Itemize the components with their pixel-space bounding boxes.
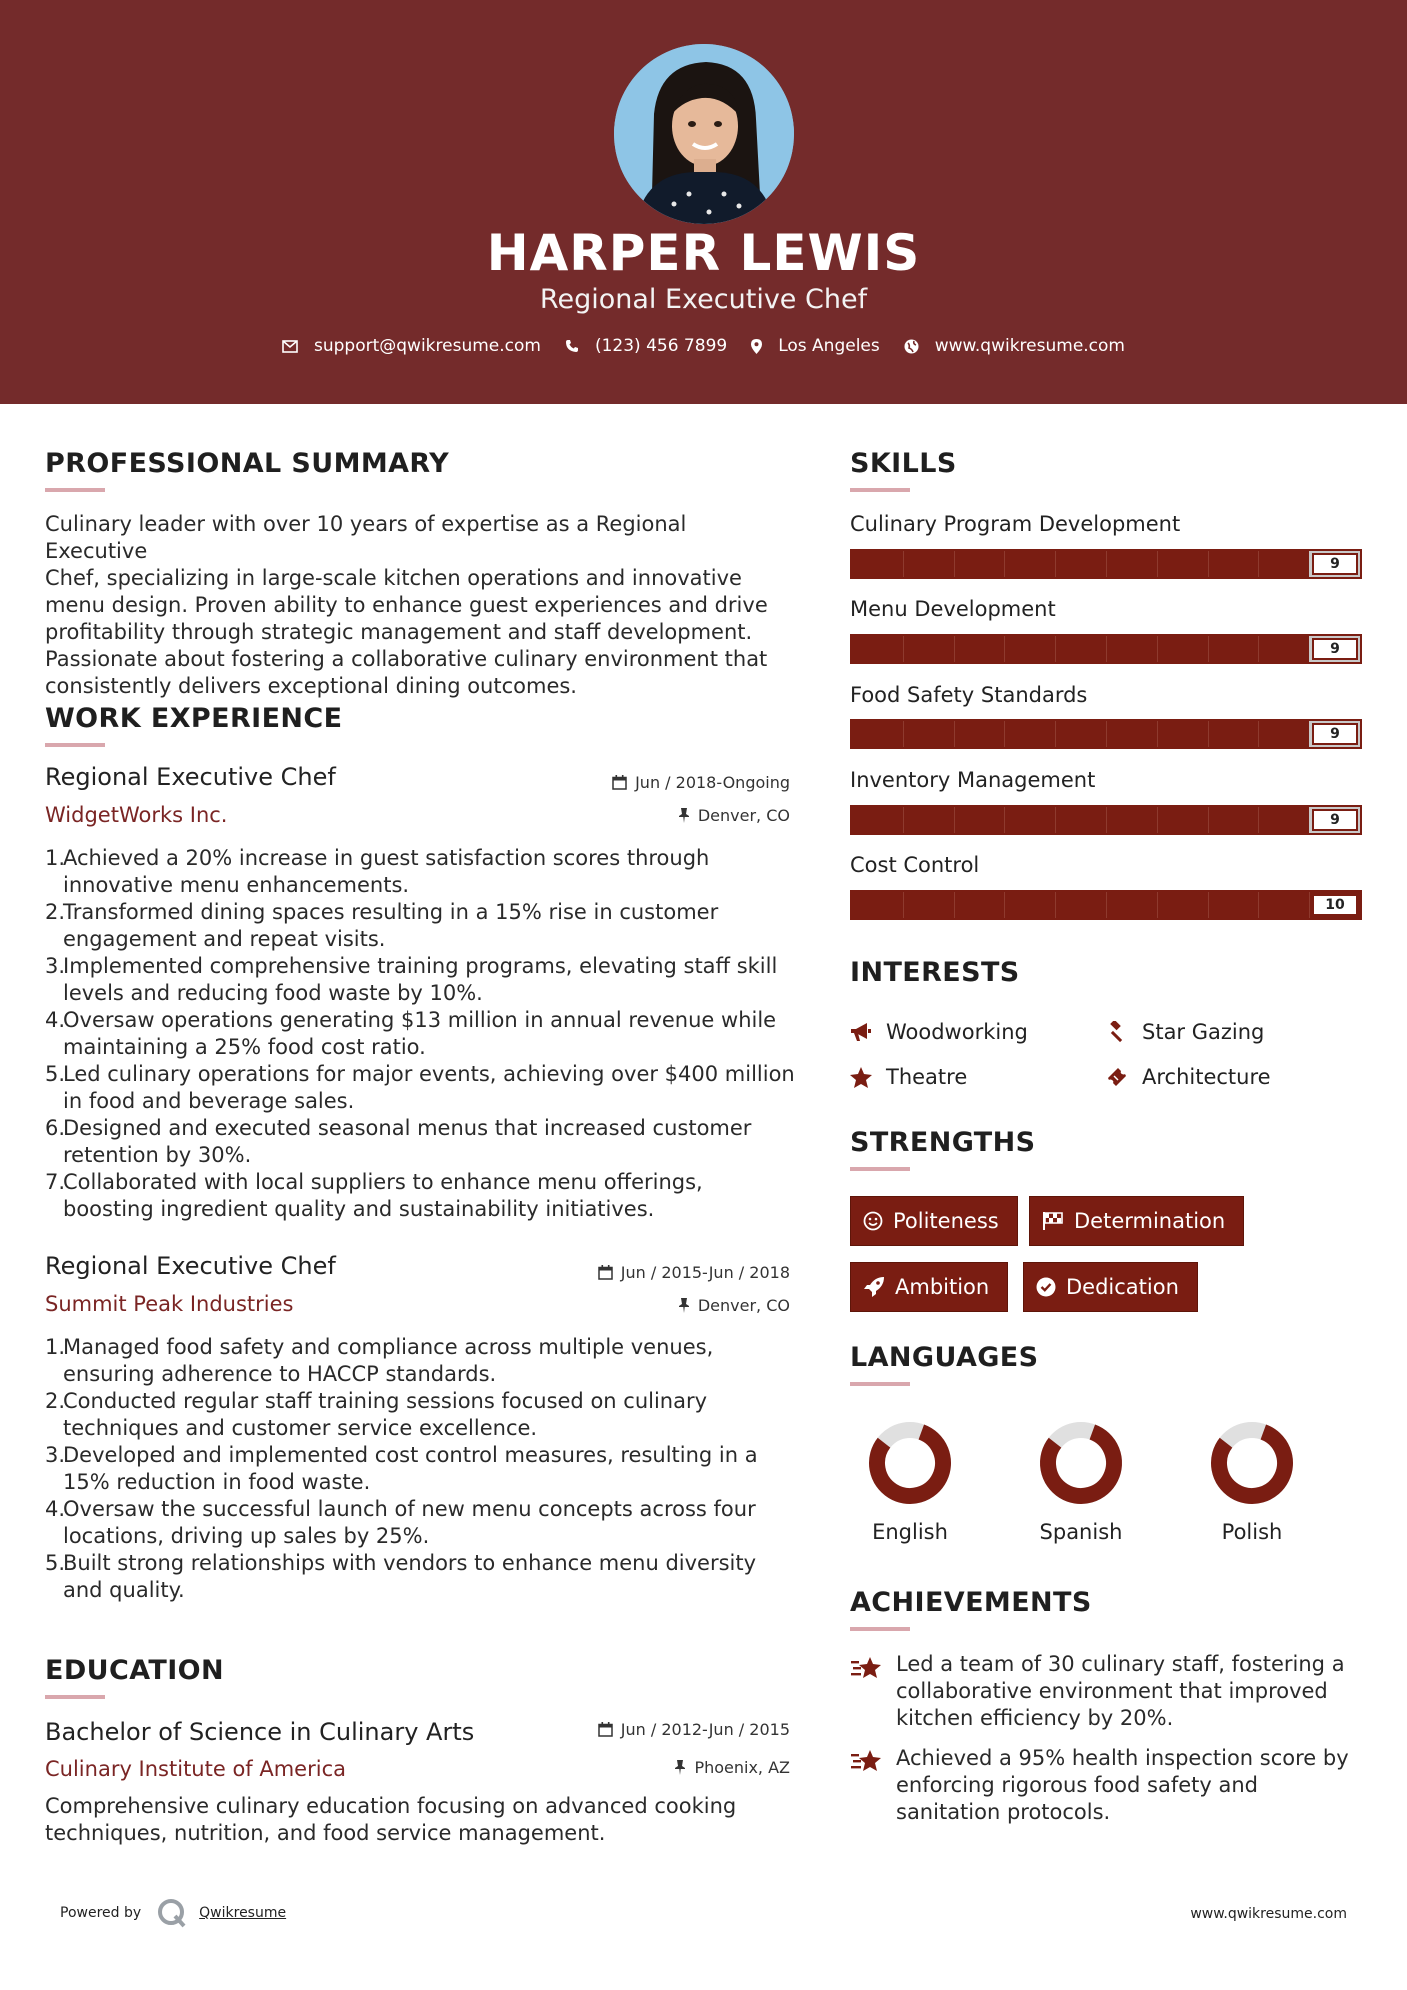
experience-heading: WORK EXPERIENCE	[45, 703, 343, 734]
skill-segment-divider	[1309, 892, 1310, 918]
strength-tag	[1029, 1196, 1244, 1246]
job-title: Regional Executive Chef	[45, 1252, 336, 1280]
list-item-line: levels and reducing food waste by 10%.	[63, 981, 483, 1005]
list-item-line: Built strong relationships with vendors to enhance menu diversity	[63, 1551, 757, 1575]
list-item-line: Managed food safety and compliance across multiple venues,	[63, 1335, 714, 1359]
job-dates	[500, 773, 790, 792]
job-location	[500, 806, 790, 825]
skill-segment-divider	[1106, 892, 1107, 918]
skill-segment-divider	[1157, 721, 1158, 747]
contact-website-text: www.qwikresume.com	[934, 336, 1125, 356]
summary-line: Culinary leader with over 10 years of expertise as a Regional Executive	[45, 512, 687, 563]
list-item-line: Achieved a 20% increase in guest satisfaction scores through	[63, 846, 710, 870]
company-name: Summit Peak Industries	[45, 1292, 294, 1316]
skill-segment-divider	[1106, 721, 1107, 747]
list-item-line: Oversaw the successful launch of new menu concepts across four	[63, 1497, 756, 1521]
list-item-line: locations, driving up sales by 25%.	[63, 1524, 430, 1548]
education-heading-rule	[45, 1695, 105, 1699]
skill-segment-divider	[1258, 636, 1259, 662]
skill-segment-divider	[1055, 636, 1056, 662]
job-location-text: Denver, CO	[697, 1296, 790, 1315]
gavel-icon	[1106, 1021, 1128, 1043]
contact-email[interactable]	[282, 336, 541, 356]
map-pin-icon	[751, 339, 762, 354]
skill-segment-divider	[1004, 551, 1005, 577]
calendar-icon	[598, 1265, 613, 1280]
achievement-item	[896, 1745, 1356, 1826]
achievement-line: kitchen efficiency by 20%.	[896, 1706, 1174, 1730]
language-donut	[1038, 1420, 1124, 1506]
list-item-line: techniques and customer service excellence.	[63, 1416, 538, 1440]
summary-line: Chef, specializing in large-scale kitchen operations and innovative	[45, 566, 742, 590]
skill-segment-divider	[1004, 892, 1005, 918]
contact-bar	[0, 336, 1407, 356]
skill-bar	[850, 634, 1362, 664]
strengths-heading: STRENGTHS	[850, 1127, 1036, 1158]
achievement-line: Achieved a 95% health inspection score by	[896, 1746, 1349, 1770]
globe-icon	[904, 339, 919, 354]
interest-item	[1106, 1020, 1264, 1044]
list-item-line: Conducted regular staff training sessions focused on culinary	[63, 1389, 708, 1413]
skill-segment-divider	[1208, 721, 1209, 747]
school-name: Culinary Institute of America	[45, 1757, 346, 1781]
footer-website[interactable]: www.qwikresume.com	[1190, 1906, 1347, 1922]
list-item: 3. Implemented comprehensive training programs, elevating staff skill levels and reducing food waste by 10%.	[45, 953, 795, 1007]
list-item-line: Developed and implemented cost control measures, resulting in a	[63, 1443, 758, 1467]
strength-label: Politeness	[893, 1209, 999, 1233]
skill-name: Cost Control	[850, 853, 980, 877]
skill-fill	[852, 892, 1360, 918]
list-item: 2. Transformed dining spaces resulting in a 15% rise in customer engagement and repeat visits.	[45, 899, 795, 953]
list-item: 4. Oversaw operations generating $13 million in annual revenue while maintaining a 25% food cost ratio.	[45, 1007, 795, 1061]
contact-email-text: support@qwikresume.com	[314, 336, 541, 356]
skill-segment-divider	[954, 551, 955, 577]
skill-segment-divider	[1157, 892, 1158, 918]
list-item-line: boosting ingredient quality and sustainability initiatives.	[63, 1197, 655, 1221]
skill-name: Menu Development	[850, 597, 1056, 621]
job-location	[500, 1296, 790, 1315]
skill-segment-divider	[1106, 551, 1107, 577]
interest-label: Star Gazing	[1142, 1020, 1265, 1044]
strengths-heading-rule	[850, 1167, 910, 1171]
skill-segment-divider	[1055, 892, 1056, 918]
skill-bar	[850, 719, 1362, 749]
education-location	[500, 1758, 790, 1777]
job-bullet-list	[45, 1334, 795, 1604]
interest-label: Theatre	[886, 1065, 968, 1089]
candidate-title: Regional Executive Chef	[539, 284, 868, 315]
list-item-line: Oversaw operations generating $13 million in annual revenue while	[63, 1008, 777, 1032]
skills-heading: SKILLS	[850, 448, 957, 479]
list-item-line: and quality.	[63, 1578, 185, 1602]
skill-segment-divider	[1258, 721, 1259, 747]
list-item: 2. Conducted regular staff training sessions focused on culinary techniques and customer service excellence.	[45, 1388, 795, 1442]
skill-score: 9	[1312, 723, 1358, 745]
skill-name: Culinary Program Development	[850, 512, 1181, 536]
achievement-line: sanitation protocols.	[896, 1800, 1111, 1824]
interest-label: Woodworking	[886, 1020, 1028, 1044]
skill-segment-divider	[1004, 721, 1005, 747]
skill-segment-divider	[1258, 807, 1259, 833]
star-icon	[850, 1067, 872, 1088]
skill-segment-divider	[1208, 892, 1209, 918]
list-item-line: Collaborated with local suppliers to enhance menu offerings,	[63, 1170, 703, 1194]
list-item-line: in food and beverage sales.	[63, 1089, 355, 1113]
skill-segment-divider	[1055, 551, 1056, 577]
strength-label: Determination	[1074, 1209, 1226, 1233]
languages-heading: LANGUAGES	[850, 1342, 1039, 1373]
skill-segment-divider	[1208, 636, 1209, 662]
summary-heading: PROFESSIONAL SUMMARY	[45, 448, 450, 479]
skills-heading-rule	[850, 488, 910, 492]
job-bullet-list	[45, 845, 795, 1223]
pushpin-icon	[678, 1298, 690, 1313]
skill-segment-divider	[1004, 807, 1005, 833]
skill-segment-divider	[954, 636, 955, 662]
summary-line: consistently delivers exceptional dining outcomes.	[45, 674, 577, 698]
skill-bar	[850, 549, 1362, 579]
strength-tag	[850, 1196, 1018, 1246]
interest-label: Architecture	[1142, 1065, 1271, 1089]
skill-segment-divider	[954, 721, 955, 747]
summary-text	[45, 511, 785, 700]
achievement-item	[896, 1651, 1356, 1732]
skill-bar	[850, 890, 1362, 920]
qwikresume-link[interactable]: Qwikresume	[199, 1905, 287, 1921]
resume-header	[0, 0, 1407, 404]
skill-segment-divider	[1157, 551, 1158, 577]
education-line: Comprehensive culinary education focusing on advanced cooking	[45, 1794, 737, 1818]
list-item-line: Transformed dining spaces resulting in a 15% rise in customer	[63, 900, 719, 924]
smile-icon	[863, 1211, 883, 1231]
phone-icon	[565, 339, 579, 353]
education-dates-text: Jun / 2012-Jun / 2015	[620, 1720, 790, 1739]
job-location-text: Denver, CO	[697, 806, 790, 825]
skill-fill	[852, 636, 1309, 662]
list-item-line: innovative menu enhancements.	[63, 873, 410, 897]
interest-item	[1106, 1065, 1271, 1089]
candidate-name: HARPER LEWIS	[486, 224, 921, 282]
skill-segment-divider	[1157, 807, 1158, 833]
skill-fill	[852, 551, 1309, 577]
degree-title: Bachelor of Science in Culinary Arts	[45, 1718, 475, 1746]
job-dates	[500, 1263, 790, 1282]
achievements-heading-rule	[850, 1627, 910, 1631]
envelope-icon	[282, 340, 298, 353]
job-dates-text: Jun / 2018-Ongoing	[635, 773, 790, 792]
list-item: 5. Led culinary operations for major events, achieving over $400 million in food and beverage sales.	[45, 1062, 795, 1113]
skill-segment-divider	[903, 892, 904, 918]
achievement-line: enforcing rigorous food safety and	[896, 1773, 1258, 1797]
list-item: 1. Achieved a 20% increase in guest satisfaction scores through innovative menu enhancements.	[45, 845, 795, 899]
education-heading: EDUCATION	[45, 1655, 225, 1686]
education-dates	[500, 1720, 790, 1739]
skill-score: 9	[1312, 638, 1358, 660]
skill-fill	[852, 721, 1309, 747]
interests-heading: INTERESTS	[850, 957, 1020, 988]
award-star-icon	[850, 1655, 884, 1681]
check-circle-icon	[1036, 1277, 1056, 1297]
skill-segment-divider	[1258, 551, 1259, 577]
list-item: 4. Oversaw the successful launch of new menu concepts across four locations, driving up sales by 25%.	[45, 1496, 795, 1550]
achievement-line: Led a team of 30 culinary staff, fostering a	[896, 1652, 1345, 1676]
language-item	[850, 1420, 970, 1544]
list-item-line: engagement and repeat visits.	[63, 927, 386, 951]
summary-line: menu design. Proven ability to enhance guest experiences and drive	[45, 593, 768, 617]
skill-segment-divider	[1106, 636, 1107, 662]
strength-label: Dedication	[1066, 1275, 1179, 1299]
skill-score: 10	[1312, 894, 1358, 916]
skill-score: 9	[1312, 553, 1358, 575]
language-item	[1192, 1420, 1312, 1544]
skill-fill	[852, 807, 1309, 833]
list-item-line: 15% reduction in food waste.	[63, 1470, 371, 1494]
contact-phone-text: (123) 456 7899	[594, 336, 728, 356]
calendar-icon	[598, 1722, 613, 1737]
company-name: WidgetWorks Inc.	[45, 803, 228, 827]
list-item: 6. Designed and executed seasonal menus that increased customer retention by 30%.	[45, 1115, 795, 1169]
skill-segment-divider	[1208, 807, 1209, 833]
list-item: 5. Built strong relationships with vendors to enhance menu diversity and quality.	[45, 1550, 795, 1604]
interest-item	[850, 1020, 1028, 1044]
language-label: Spanish	[1039, 1520, 1123, 1544]
job-dates-text: Jun / 2015-Jun / 2018	[620, 1263, 790, 1282]
strength-label: Ambition	[895, 1275, 990, 1299]
list-item: 3. Developed and implemented cost control measures, resulting in a 15% reduction in food waste.	[45, 1442, 795, 1496]
skill-segment-divider	[903, 721, 904, 747]
achievements-heading: ACHIEVEMENTS	[850, 1587, 1092, 1618]
pushpin-icon	[678, 808, 690, 823]
list-item-line: maintaining a 25% food cost ratio.	[63, 1035, 426, 1059]
ticket-icon	[1106, 1066, 1128, 1088]
pushpin-icon	[674, 1760, 686, 1775]
summary-line: profitability through strategic management and staff development.	[45, 620, 753, 644]
skill-segment-divider	[903, 636, 904, 662]
contact-phone[interactable]	[565, 336, 727, 356]
summary-line: Passionate about fostering a collaborative culinary environment that	[45, 647, 768, 671]
strength-tag	[1023, 1262, 1198, 1312]
contact-location	[751, 336, 880, 356]
calendar-icon	[612, 775, 627, 790]
language-label: Polish	[1221, 1520, 1283, 1544]
rocket-icon	[863, 1276, 885, 1298]
list-item-line: retention by 30%.	[63, 1143, 252, 1167]
skill-segment-divider	[1208, 551, 1209, 577]
education-location-text: Phoenix, AZ	[694, 1758, 790, 1777]
skill-score: 9	[1312, 809, 1358, 831]
skill-segment-divider	[1157, 636, 1158, 662]
flag-icon	[1042, 1211, 1064, 1231]
skill-segment-divider	[1004, 636, 1005, 662]
profile-photo	[614, 44, 794, 224]
qwikresume-logo-icon	[155, 1896, 189, 1930]
education-description	[45, 1793, 795, 1847]
summary-heading-rule	[45, 488, 105, 492]
skill-segment-divider	[1055, 721, 1056, 747]
skill-segment-divider	[903, 551, 904, 577]
interest-item	[850, 1065, 967, 1089]
list-item-line: Designed and executed seasonal menus that increased customer	[63, 1116, 752, 1140]
skill-name: Inventory Management	[850, 768, 1096, 792]
list-item: 7. Collaborated with local suppliers to enhance menu offerings, boosting ingredient quality and sustainability initiatives.	[45, 1169, 795, 1223]
list-item-line: Implemented comprehensive training programs, elevating staff skill	[63, 954, 778, 978]
skill-segment-divider	[954, 807, 955, 833]
experience-heading-rule	[45, 743, 105, 747]
skill-name: Food Safety Standards	[850, 683, 1088, 707]
language-donut	[867, 1420, 953, 1506]
skill-segment-divider	[954, 892, 955, 918]
list-item: 1. Managed food safety and compliance across multiple venues, ensuring adherence to HACCP standards.	[45, 1334, 795, 1388]
achievement-line: collaborative environment that improved	[896, 1679, 1328, 1703]
skill-segment-divider	[1106, 807, 1107, 833]
language-item	[1021, 1420, 1141, 1544]
skill-segment-divider	[903, 807, 904, 833]
contact-website[interactable]	[904, 336, 1125, 356]
language-donut	[1209, 1420, 1295, 1506]
skill-bar	[850, 805, 1362, 835]
megaphone-icon	[850, 1022, 872, 1042]
powered-by-label: Powered by	[60, 1905, 142, 1921]
footer-powered-by	[60, 1896, 286, 1930]
languages-heading-rule	[850, 1382, 910, 1386]
list-item-line: Led culinary operations for major events, achieving over $400 million	[63, 1062, 795, 1086]
skill-segment-divider	[1055, 807, 1056, 833]
strength-tag	[850, 1262, 1008, 1312]
language-label: English	[872, 1520, 948, 1544]
education-line: techniques, nutrition, and food service management.	[45, 1821, 606, 1845]
contact-location-text: Los Angeles	[778, 336, 880, 356]
skill-segment-divider	[1258, 892, 1259, 918]
award-star-icon	[850, 1748, 884, 1774]
list-item-line: ensuring adherence to HACCP standards.	[63, 1362, 497, 1386]
job-title: Regional Executive Chef	[45, 763, 336, 791]
